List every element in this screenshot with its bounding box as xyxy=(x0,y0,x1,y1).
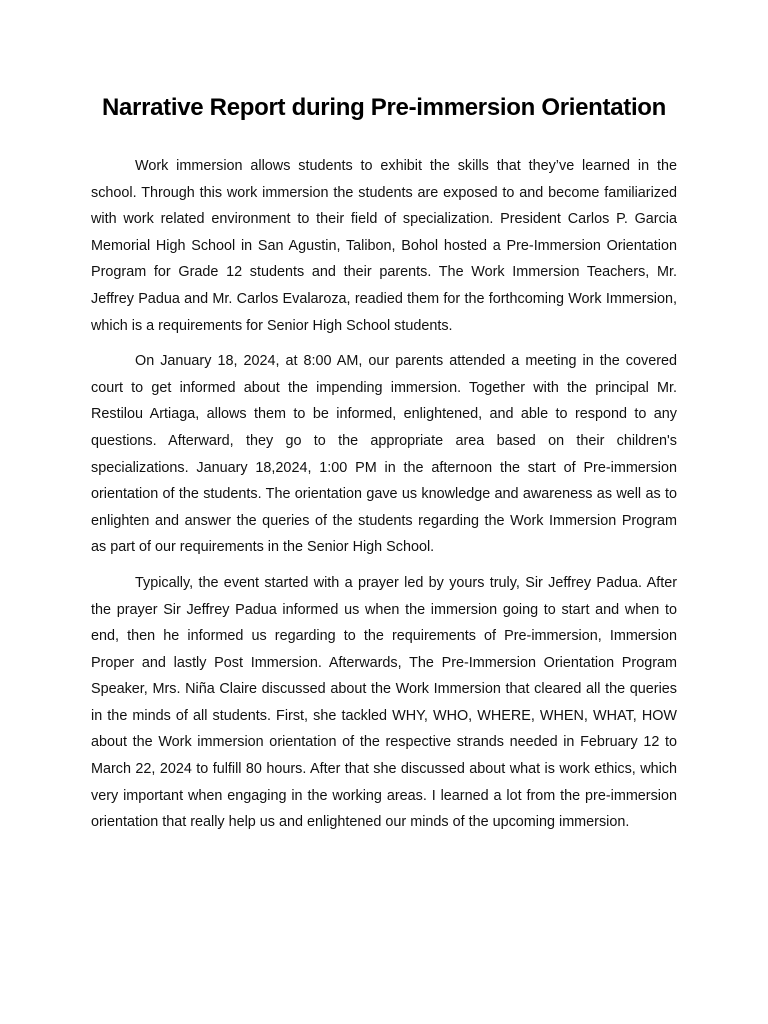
paragraph-2: On January 18, 2024, at 8:00 AM, our parents attended a meeting in the covered court to get informed about the impending immersion. Together with the principal Mr. Restilou Artiaga, allows them to be informed, enlightened, and able to respond to any questions. Afterward, they go to the appropriate area based on their children's specializations. January 18,2024, 1:00 PM in the afternoon the start of Pre-immersion orientation of the students. The orientation gave us knowledge and awareness as well as to enlighten and answer the queries of the students regarding the Work Immersion Program as part of our requirements in the Senior High School. xyxy=(91,353,677,556)
document-body xyxy=(91,153,677,845)
document-title: Narrative Report during Pre-immersion Orientation xyxy=(101,94,667,121)
paragraph-3: Typically, the event started with a prayer led by yours truly, Sir Jeffrey Padua. After the prayer Sir Jeffrey Padua informed us when the immersion going to start and when to end, then he informed us regarding to the requirements of Pre-immersion, Immersion Proper and lastly Post Immersion. Afterwards, The Pre-Immersion Orientation Program Speaker, Mrs. Niña Claire discussed about the Work Immersion that cleared all the queries in the minds of all students. First, she tackled WHY, WHO, WHERE, WHEN, WHAT, HOW about the Work immersion orientation of the respective strands needed in February 12 to March 22, 2024 to fulfill 80 hours. After that she discussed about what is work ethics, which very important when engaging in the working areas. I learned a lot from the pre-immersion orientation that really help us and enlightened our minds of the upcoming immersion. xyxy=(91,574,677,831)
paragraph-1: Work immersion allows students to exhibit the skills that they’ve learned in the school. Through this work immersion the students are exposed to and become familiarized with work related environment to their field of specialization. President Carlos P. Garcia Memorial High School in San Agustin, Talibon, Bohol hosted a Pre-Immersion Orientation Program for Grade 12 students and their parents. The Work Immersion Teachers, Mr. Jeffrey Padua and Mr. Carlos Evalaroza, readied them for the forthcoming Work Immersion, which is a requirements for Senior High School students. xyxy=(91,158,677,334)
